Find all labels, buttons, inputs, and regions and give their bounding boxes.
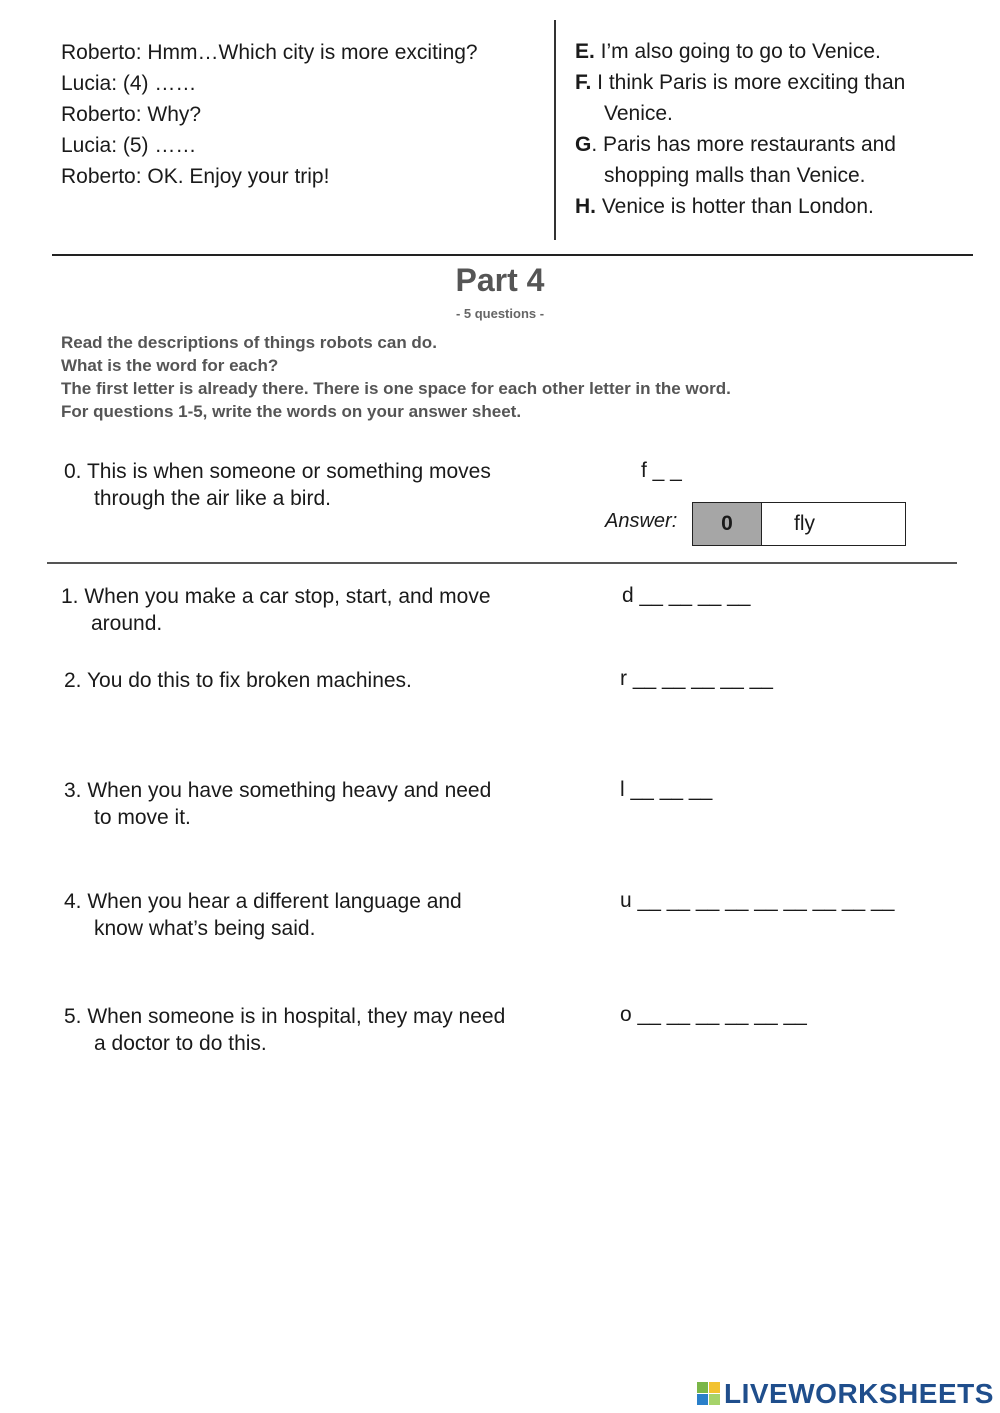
question-3: 3. When you have something heavy and need to move it.: [64, 779, 492, 829]
option-item: E. I’m also going to go to Venice.: [575, 40, 881, 63]
instruction-line: For questions 1-5, write the words on your answer sheet.: [61, 402, 522, 421]
question-1: 1. When you make a car stop, start, and move around.: [61, 585, 491, 635]
question-2: 2. You do this to fix broken machines.: [64, 669, 412, 692]
example-question: 0. This is when someone or something moves through the air like a bird.: [64, 460, 491, 510]
instruction-line: What is the word for each?: [61, 356, 279, 375]
answer-word: fly: [794, 512, 815, 535]
example-divider: [47, 562, 957, 564]
section-divider: [52, 254, 973, 256]
options-block: [575, 36, 905, 222]
dialogue-line: Lucia: (5) ……: [61, 134, 197, 157]
option-item: G. Paris has more restaurants and: [575, 133, 896, 156]
option-item: H. Venice is hotter than London.: [575, 195, 874, 218]
dialogue-line: Roberto: OK. Enjoy your trip!: [61, 165, 330, 188]
option-continuation: shopping malls than Venice.: [604, 164, 866, 187]
logo-text: LIVEWORKSHEETS: [724, 1378, 994, 1409]
example-blank: f _ _: [641, 459, 682, 482]
liveworksheets-logo-icon: [697, 1382, 721, 1406]
answer-blank-4[interactable]: u __ __ __ __ __ __ __ __ __: [620, 889, 895, 912]
column-divider: [554, 20, 556, 240]
answer-blank-2[interactable]: r __ __ __ __ __: [620, 667, 773, 690]
question-5: 5. When someone is in hospital, they may need a doctor to do this.: [64, 1005, 506, 1055]
part-title: Part 4: [455, 262, 545, 298]
dialogue-line: Lucia: (4) ……: [61, 72, 197, 95]
answer-label: Answer:: [605, 510, 678, 532]
liveworksheets-logo[interactable]: [697, 1378, 994, 1410]
part-subtitle: - 5 questions -: [455, 306, 545, 321]
answer-number: 0: [693, 503, 762, 545]
answer-blank-1[interactable]: d __ __ __ __: [622, 584, 751, 607]
answer-blank-5[interactable]: o __ __ __ __ __ __: [620, 1003, 807, 1026]
option-item: F. I think Paris is more exciting than: [575, 71, 906, 94]
answer-blank-3[interactable]: l __ __ __: [620, 778, 713, 801]
instruction-line: Read the descriptions of things robots can do.: [61, 333, 437, 352]
instructions: [61, 331, 731, 423]
dialogue-block: [61, 37, 478, 192]
answer-box: [692, 502, 906, 546]
instruction-line: The first letter is already there. There is one space for each other letter in the word.: [61, 379, 731, 398]
question-4: 4. When you hear a different language and know what’s being said.: [64, 890, 462, 940]
dialogue-line: Roberto: Why?: [61, 103, 202, 126]
option-continuation: Venice.: [604, 102, 673, 125]
dialogue-line: Roberto: Hmm…Which city is more exciting?: [61, 41, 478, 64]
